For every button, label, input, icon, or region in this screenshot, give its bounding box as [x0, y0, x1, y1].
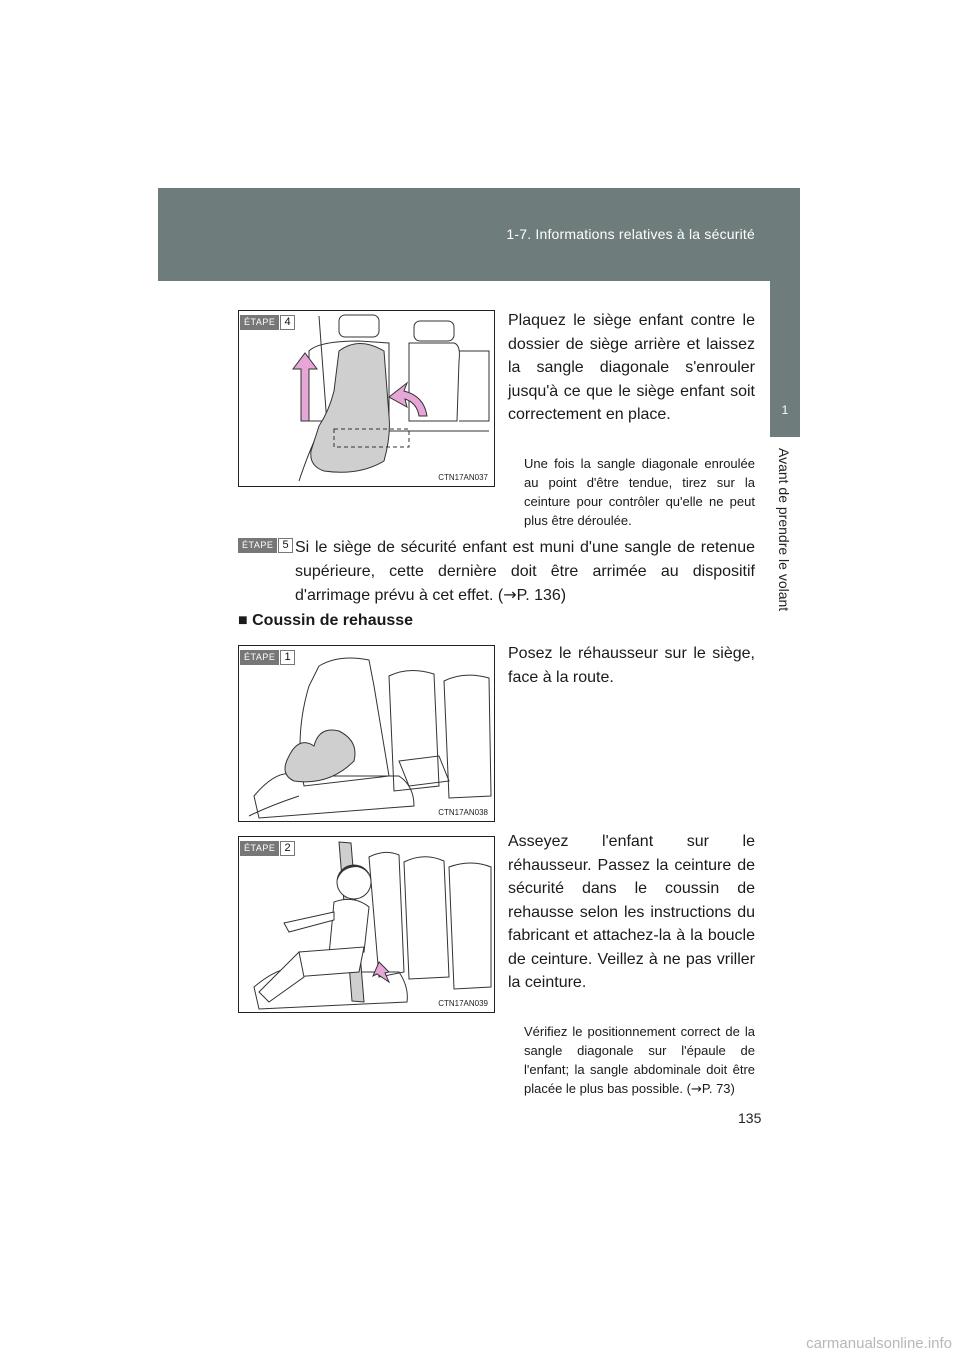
step-label: ÉTAPE [240, 841, 279, 856]
step4-note: Une fois la sangle diagonale enroulée au point d'être tendue, tirez sur la ceinture pour contrôler qu'elle ne peut plus être déroulée. [524, 456, 755, 528]
step-badge [240, 650, 295, 665]
step-label: ÉTAPE [238, 538, 277, 553]
step5-text-body: Si le siège de sécurité enfant est muni d'une sangle de retenue supérieure, cette dernière doit être arrimée au dispositif d'arrimage prévu à cet effet. ( [295, 539, 755, 604]
step-label: ÉTAPE [240, 650, 279, 665]
figure-booster-step1 [238, 645, 495, 822]
step5-badge [238, 538, 293, 553]
step4-text: Plaquez le siège enfant contre le dossier de siège arrière et laissez la sangle diagonale s'enrouler jusqu'à ce que le siège enfant soit correctement en place. [508, 312, 755, 423]
section-title: 1-7. Informations relatives à la sécurité [506, 226, 755, 242]
page-number: 135 [738, 1110, 762, 1126]
figure-code: CTN17AN038 [438, 808, 488, 817]
figure-step4 [238, 310, 495, 487]
step-badge [240, 315, 295, 330]
chapter-tab [770, 281, 800, 437]
bullet-square-icon: ■ [238, 612, 248, 629]
figure-code: CTN17AN039 [438, 999, 488, 1008]
figure-code: CTN17AN037 [438, 473, 488, 482]
booster-step2-text: Asseyez l'enfant sur le réhausseur. Passez la ceinture de sécurité dans le coussin de rehausse selon les instructions du fabricant et attachez-la à la boucle de ceinture. Veillez à ne pas vriller la ceinture. [508, 833, 755, 991]
step-number: 4 [280, 315, 295, 330]
chapter-label-container [764, 448, 804, 658]
header-band [158, 188, 799, 281]
booster-step2-note-body: Vérifiez le positionnement correct de la sangle diagonale sur l'épaule de l'enfant; la sangle abdominale doit être placée le plus bas possible. ( [524, 1024, 755, 1096]
step-label: ÉTAPE [240, 315, 279, 330]
step-number: 1 [280, 650, 295, 665]
step5-text [295, 536, 755, 608]
child-on-booster-illustration [239, 837, 494, 1012]
side-tab-top [770, 188, 800, 281]
chapter-number: 1 [781, 403, 789, 417]
step-badge [240, 841, 295, 856]
step-number: 2 [280, 841, 295, 856]
step5-page-ref[interactable]: P. 136) [516, 587, 567, 604]
booster-step1-text: Posez le réhausseur sur le siège, face à la route. [508, 645, 755, 686]
section-title-text: Coussin de rehausse [252, 612, 414, 629]
chapter-label: Avant de prendre le volant [776, 448, 792, 612]
figure-booster-step2 [238, 836, 495, 1013]
arrow-icon: → [690, 1082, 702, 1097]
watermark: carmanualsonline.info [806, 1335, 952, 1352]
booster-step2-note [524, 1022, 755, 1099]
section-heading [238, 612, 413, 630]
arrow-icon: → [503, 585, 517, 604]
child-seat-illustration [239, 311, 494, 486]
step-number: 5 [278, 538, 293, 553]
booster-step2-page-ref[interactable]: P. 73) [701, 1081, 735, 1096]
booster-seat-illustration [239, 646, 494, 821]
